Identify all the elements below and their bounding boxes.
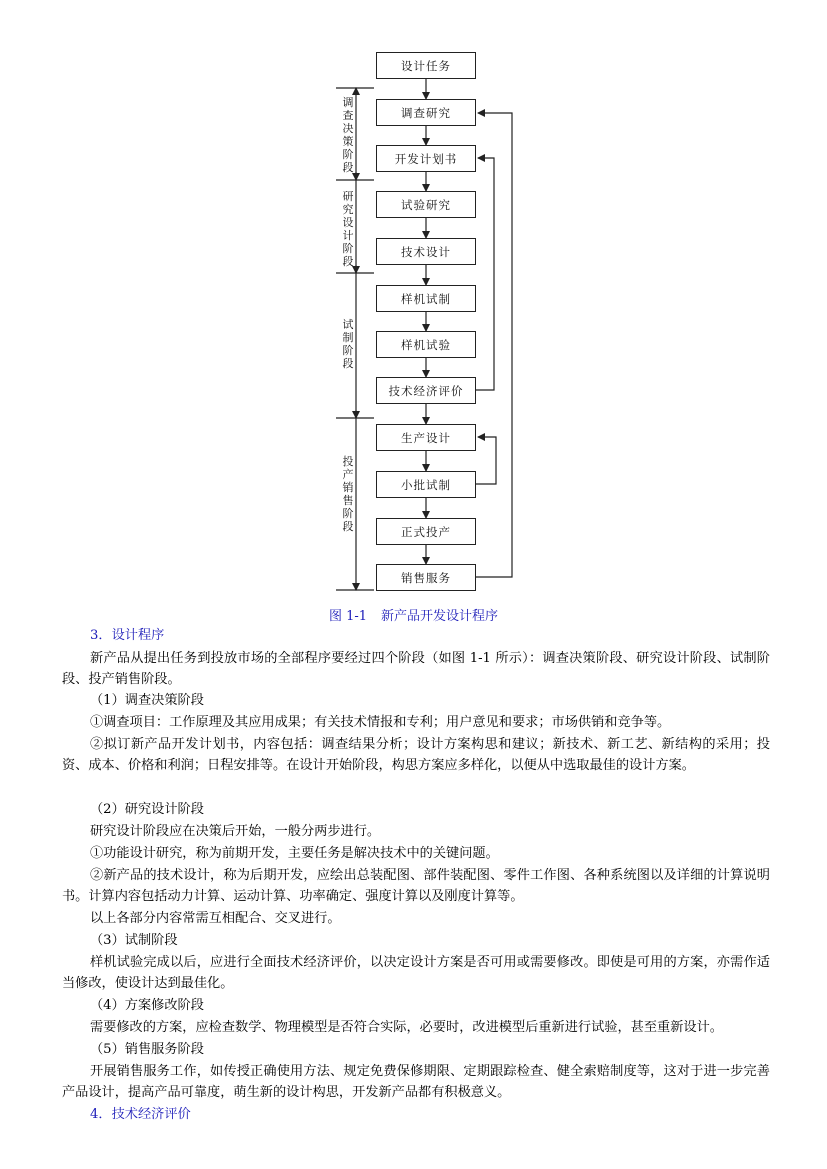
subsection-3-para-1: 样机试验完成以后，应进行全面技术经济评价，以决定设计方案是否可用或需要修改。即使是可用的方案，亦需作适当修改，使设计达到最佳化。 [62, 955, 770, 991]
flow-box-design-task: 设计任务 [376, 52, 476, 79]
subsection-2-para-3: ②新产品的技术设计，称为后期开发，应绘出总装配图、部件装配图、零件工作图、各种系统图以及详细的计算说明书。计算内容包括动力计算、运动计算、功率确定、强度计算以及刚度计算等。 [62, 868, 770, 904]
subsection-2-para-2: ①功能设计研究，称为前期开发，主要任务是解决技术中的关键问题。 [90, 846, 499, 861]
subsection-4-title: （4）方案修改阶段 [90, 998, 204, 1013]
subsection-1-para-2: ②拟订新产品开发计划书，内容包括：调查结果分析；设计方案构思和建议；新技术、新工艺、新结构的采用；投资、成本、价格和利润；日程安排等。在设计开始阶段，构思方案应多样化，以便从中选取最佳的设计方案。 [62, 737, 770, 773]
figure-caption [0, 605, 827, 624]
stage-label-trial: 试制阶段 [342, 318, 354, 370]
flow-box-plan-document: 开发计划书 [376, 145, 476, 172]
stage-label-production: 投产销售阶段 [342, 455, 354, 533]
flow-box-formal-production: 正式投产 [376, 518, 476, 545]
subsection-5-title: （5）销售服务阶段 [90, 1042, 204, 1057]
flow-box-technical-design: 技术设计 [376, 238, 476, 265]
subsection-5-para-1: 开展销售服务工作，如传授正确使用方法、规定免费保修期限、定期跟踪检查、健全索赔制度等，这对于进一步完善产品设计，提高产品可靠度，萌生新的设计构思，开发新产品都有积极意义。 [62, 1064, 770, 1100]
subsection-3-title: （3）试制阶段 [90, 933, 178, 948]
flow-box-sales-service: 销售服务 [376, 564, 476, 591]
subsection-4-para-1: 需要修改的方案，应检查数学、物理模型是否符合实际，必要时，改进模型后重新进行试验，甚至重新设计。 [90, 1020, 723, 1035]
figure-caption-text: 新产品开发设计程序 [381, 609, 499, 624]
flow-box-prototype-test: 样机试验 [376, 331, 476, 358]
subsection-1-title: （1）调查决策阶段 [90, 693, 204, 708]
subsection-2-para-1: 研究设计阶段应在决策后开始，一般分两步进行。 [90, 824, 381, 839]
section-3-intro: 新产品从提出任务到投放市场的全部程序要经过四个阶段（如图 1-1 所示）：调查决策阶段、研究设计阶段、试制阶段、投产销售阶段。 [62, 651, 770, 687]
section-4-title: 4．技术经济评价 [90, 1107, 191, 1122]
flow-box-trial-research: 试验研究 [376, 191, 476, 218]
flow-box-production-design: 生产设计 [376, 424, 476, 451]
flow-box-survey-research: 调查研究 [376, 99, 476, 126]
stage-label-research: 研究设计阶段 [342, 190, 354, 268]
figure-caption-label: 图 1-1 [328, 609, 368, 624]
section-3-title: 3．设计程序 [90, 628, 165, 643]
stage-label-survey: 调查决策阶段 [342, 96, 354, 174]
flow-box-prototype-build: 样机试制 [376, 285, 476, 312]
subsection-2-title: （2）研究设计阶段 [90, 802, 204, 817]
subsection-2-para-4: 以上各部分内容常需互相配合、交叉进行。 [90, 911, 341, 926]
subsection-1-para-1: ①调查项目：工作原理及其应用成果；有关技术情报和专利；用户意见和要求；市场供销和竞争等。 [90, 715, 671, 730]
flow-box-small-batch: 小批试制 [376, 471, 476, 498]
flow-box-tech-econ-eval: 技术经济评价 [376, 377, 476, 404]
